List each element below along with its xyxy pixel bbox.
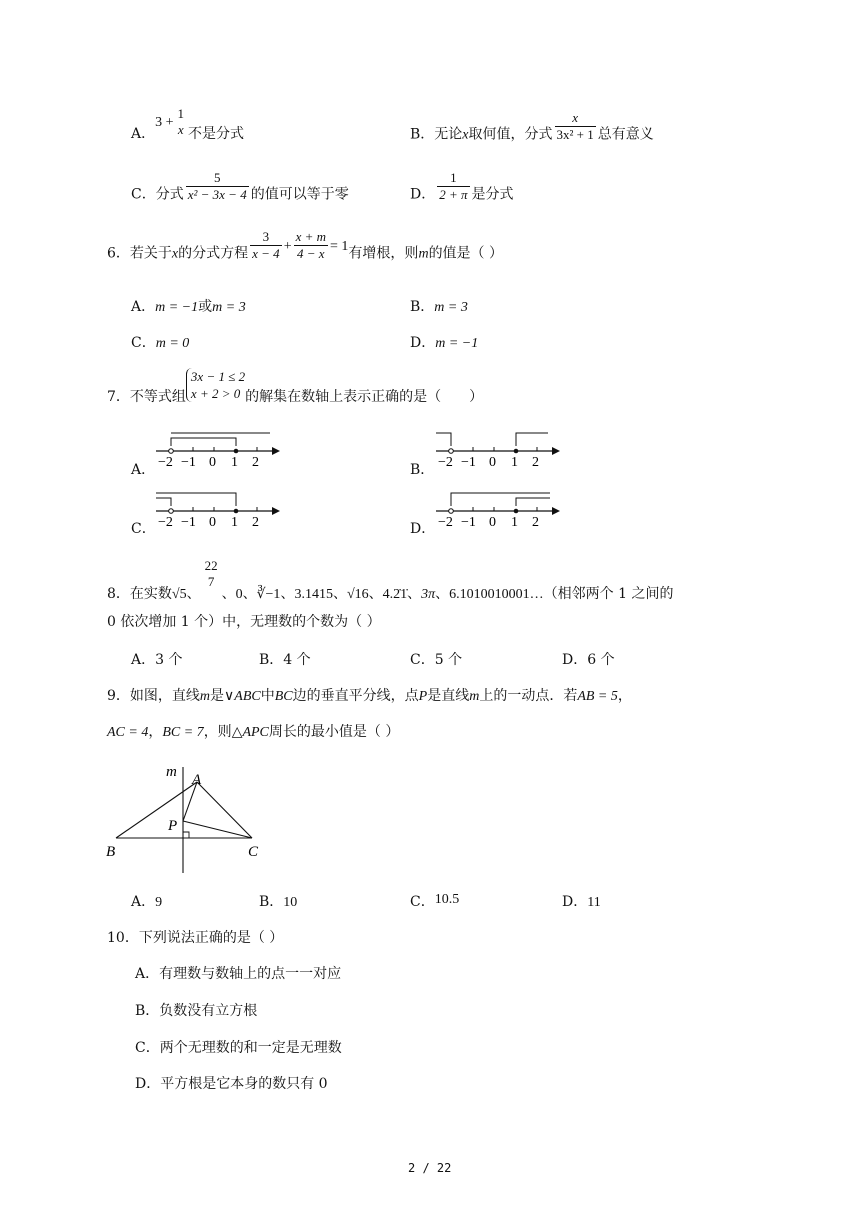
option-value: 11 xyxy=(587,895,601,910)
solution-ray-left xyxy=(156,498,171,506)
q8-option-c: C．5 个 xyxy=(410,652,463,668)
tick-labels xyxy=(438,455,539,470)
stem-text: （相邻两个 1 之间的 xyxy=(543,586,674,602)
stem-text: 有增根，则 xyxy=(348,245,419,262)
tick-labels xyxy=(158,515,259,530)
segment-ab xyxy=(116,782,197,838)
expr: √16 xyxy=(346,587,369,602)
q9-option-d xyxy=(562,891,601,911)
tick-label: 2 xyxy=(252,515,259,530)
tick-label: −2 xyxy=(438,515,453,530)
expr: m = 3 xyxy=(212,300,246,315)
stem-text: 的值是（ ） xyxy=(428,245,504,262)
separator: ， xyxy=(617,688,632,704)
q10-option-c: C．两个无理数的和一定是无理数 xyxy=(135,1040,342,1056)
expr: 0 xyxy=(235,587,243,602)
option-text: 不是分式 xyxy=(188,126,245,142)
segment-ac xyxy=(197,782,252,838)
closed-dot xyxy=(234,509,239,514)
option-value: 10.5 xyxy=(434,892,460,907)
q10-option-a: A．有理数与数轴上的点一一对应 xyxy=(135,966,342,982)
tick-marks xyxy=(473,507,537,511)
q6-option-b xyxy=(410,296,468,316)
open-dot xyxy=(449,509,454,514)
denominator: 7 xyxy=(207,574,215,589)
tick-label: −1 xyxy=(461,515,476,530)
expr: AB = 5 xyxy=(577,689,618,704)
q9-stem-line1 xyxy=(107,685,632,705)
tick-marks xyxy=(193,447,257,451)
separator: 、 xyxy=(221,586,236,602)
tick-label: 0 xyxy=(209,515,216,530)
number-line-b xyxy=(430,426,565,476)
q8-option-b: B．4 个 xyxy=(259,652,311,668)
expr: m = 0 xyxy=(155,336,190,351)
separator: 、 xyxy=(368,586,383,602)
option-text: 分式 xyxy=(155,186,184,203)
option-label: C． xyxy=(131,186,156,203)
option-value: 10 xyxy=(283,895,298,910)
q10-stem: 10．下列说法正确的是（ ） xyxy=(107,930,284,946)
option-label: D． xyxy=(410,335,436,351)
fraction xyxy=(186,170,249,203)
option-value: 9 xyxy=(155,895,163,910)
number-line-d xyxy=(430,486,565,536)
q9-stem-line2 xyxy=(107,721,399,741)
stem-text: 上的一动点．若 xyxy=(479,688,578,704)
separator: 、 xyxy=(280,586,295,602)
label-m: m xyxy=(166,764,177,780)
separator: 、 xyxy=(435,586,450,602)
system-line: x + 2 > 0 xyxy=(190,386,241,401)
denominator: 2 + π xyxy=(439,187,468,202)
fraction xyxy=(176,106,187,138)
separator: 、 xyxy=(186,586,201,602)
q8-stem-line2: 0 依次增加 1 个）中，无理数的个数为（ ） xyxy=(107,614,381,630)
tick-label: 0 xyxy=(489,515,496,530)
expr: ∨ABC xyxy=(224,689,261,704)
option-label: C． xyxy=(410,894,435,910)
tick-label: 1 xyxy=(511,515,518,530)
q6-option-a xyxy=(131,296,246,316)
open-dot xyxy=(449,449,454,454)
segment-pc xyxy=(183,821,252,838)
option-label: A． xyxy=(131,299,156,315)
q8-option-a: A．3 个 xyxy=(131,652,183,668)
expr: AC = 4 xyxy=(107,725,149,740)
q10-option-d: D．平方根是它本身的数只有 0 xyxy=(135,1076,328,1092)
numerator: 1 xyxy=(450,170,457,185)
closed-dot xyxy=(514,509,519,514)
option-label: A． xyxy=(131,894,156,910)
option-label: B． xyxy=(410,126,435,143)
expr: 6.1010010001… xyxy=(449,587,544,602)
option-label: D． xyxy=(410,186,436,203)
closed-dot xyxy=(234,449,239,454)
solution-ray-right xyxy=(451,493,550,506)
option-text: 总有意义 xyxy=(597,126,654,143)
stem-text: 9．如图，直线 xyxy=(107,688,200,704)
arrow-head xyxy=(272,507,280,515)
stem-text: 中 xyxy=(260,688,275,704)
expr: m = −1 xyxy=(435,336,479,351)
option-label: B． xyxy=(259,894,284,910)
fraction xyxy=(294,229,328,262)
fraction xyxy=(250,229,282,262)
tick-label: 0 xyxy=(209,455,216,470)
q9-option-c xyxy=(410,888,459,908)
option-text: 是分式 xyxy=(471,186,514,203)
q6-option-c xyxy=(131,332,189,352)
expr: BC xyxy=(274,689,293,704)
tick-label: 0 xyxy=(489,455,496,470)
fraction xyxy=(437,170,469,203)
option-text: 的值可以等于零 xyxy=(250,186,349,203)
separator: 、 xyxy=(407,586,422,602)
expr: √5 xyxy=(171,587,187,602)
expr: 3π xyxy=(421,587,436,602)
q5-option-b xyxy=(410,110,654,151)
tick-marks xyxy=(473,447,537,451)
stem-text: 边的垂直平分线，点 xyxy=(292,688,419,704)
stem-text: ，则 xyxy=(203,724,232,740)
q9-option-b xyxy=(259,891,297,911)
tick-label: 2 xyxy=(252,455,259,470)
q7-option-a-label: A． xyxy=(131,462,156,478)
expr: m = −1 xyxy=(155,300,199,315)
arrow-head xyxy=(272,447,280,455)
tick-marks xyxy=(193,507,257,511)
stem-text: 7．不等式组 xyxy=(107,389,186,405)
expr: 3 + xyxy=(155,115,174,130)
label-a: A xyxy=(192,772,202,788)
tick-label: −2 xyxy=(158,455,173,470)
expr: ∛−1 xyxy=(256,587,281,602)
closed-dot xyxy=(514,449,519,454)
q5-option-c xyxy=(131,170,349,211)
denominator: x² − 3x − 4 xyxy=(187,187,247,202)
q8-option-d: D．6 个 xyxy=(562,652,615,668)
fraction xyxy=(555,110,596,143)
numerator: 5 xyxy=(213,170,221,185)
label-p: P xyxy=(168,818,178,834)
solution-ray-left-2 xyxy=(156,493,236,506)
var: P xyxy=(418,689,428,704)
option-label: D． xyxy=(562,894,588,910)
q9-option-a xyxy=(131,891,162,911)
var: m xyxy=(199,689,211,704)
tick-label: 2 xyxy=(532,515,539,530)
numerator: 3 xyxy=(262,229,270,244)
denominator: 3x² + 1 xyxy=(556,127,594,142)
q7-option-d-label: D． xyxy=(410,521,436,537)
solution-ray-right xyxy=(516,433,548,446)
system-brace xyxy=(186,368,245,402)
solution-ray-right-2 xyxy=(516,498,550,506)
option-label: A． xyxy=(131,126,156,142)
expr: △APC xyxy=(231,725,269,740)
tick-label: −2 xyxy=(438,455,453,470)
denominator: x − 4 xyxy=(252,246,280,261)
q5-option-a xyxy=(131,106,245,150)
tick-label: 1 xyxy=(231,455,238,470)
q10-option-b: B．负数没有立方根 xyxy=(135,1003,258,1019)
stem-text: 6．若关于 xyxy=(107,245,172,262)
stem-text: 的解集在数轴上表示正确的是（ ） xyxy=(245,389,484,405)
option-text: 或 xyxy=(198,299,213,315)
q7-stem xyxy=(107,368,484,405)
expr: 4.2̇1̇ xyxy=(382,587,408,602)
stem-text: 周长的最小值是（ ） xyxy=(268,724,400,740)
tick-labels xyxy=(438,515,539,530)
var: x xyxy=(171,246,179,262)
q5-option-d xyxy=(410,170,514,211)
q6-option-d xyxy=(410,332,478,352)
number-line-a xyxy=(150,426,285,476)
denominator: 4 − x xyxy=(294,245,328,262)
q6-stem xyxy=(107,229,504,270)
tick-label: 2 xyxy=(532,455,539,470)
stem-text: 是 xyxy=(210,688,225,704)
tick-label: −1 xyxy=(461,455,476,470)
operator: = 1 xyxy=(330,238,349,254)
stem-text: 的分式方程 xyxy=(178,245,249,262)
fraction xyxy=(203,558,220,590)
numerator: 1 xyxy=(177,106,185,121)
numerator: x + m xyxy=(295,229,327,244)
operator: + xyxy=(283,238,292,254)
tick-label: −2 xyxy=(158,515,173,530)
expr: m = 3 xyxy=(434,300,468,315)
tick-label: −1 xyxy=(181,515,196,530)
stem-text: 8．在实数 xyxy=(107,586,172,602)
solution-ray-left xyxy=(436,433,451,446)
denominator: x xyxy=(177,122,184,137)
label-b: B xyxy=(106,844,116,860)
q8-stem-line1 xyxy=(107,558,674,602)
arrow-head xyxy=(552,507,560,515)
label-c: C xyxy=(248,844,259,860)
separator: 、 xyxy=(242,586,257,602)
open-dot xyxy=(169,449,174,454)
stem-text: 是直线 xyxy=(427,688,470,704)
option-label: B． xyxy=(410,299,435,315)
tick-labels xyxy=(158,455,259,470)
expr: 3.1415 xyxy=(294,587,333,602)
var: m xyxy=(418,246,429,262)
q7-option-c-label: C． xyxy=(131,521,156,537)
system-line: 3x − 1 ≤ 2 xyxy=(190,369,246,384)
q7-option-b-label: B． xyxy=(410,462,435,478)
var: x xyxy=(462,127,469,143)
numerator: x xyxy=(572,110,579,125)
tick-label: 1 xyxy=(511,455,518,470)
numerator: 22 xyxy=(204,558,218,573)
option-label: C． xyxy=(131,335,156,351)
tick-label: 1 xyxy=(231,515,238,530)
number-line-c xyxy=(150,486,285,536)
arrow-head xyxy=(552,447,560,455)
option-text: 取何值，分式 xyxy=(468,126,553,143)
expr: BC = 7 xyxy=(162,725,204,740)
separator: ， xyxy=(148,724,163,740)
var: m xyxy=(469,689,480,704)
right-angle-mark xyxy=(183,832,189,838)
option-text: 无论 xyxy=(434,126,463,143)
open-dot xyxy=(169,509,174,514)
q9-geometry-figure xyxy=(100,755,270,880)
tick-label: −1 xyxy=(181,455,196,470)
solution-segment xyxy=(171,438,236,446)
page-number: 2 / 22 xyxy=(408,1161,452,1175)
separator: 、 xyxy=(332,586,347,602)
